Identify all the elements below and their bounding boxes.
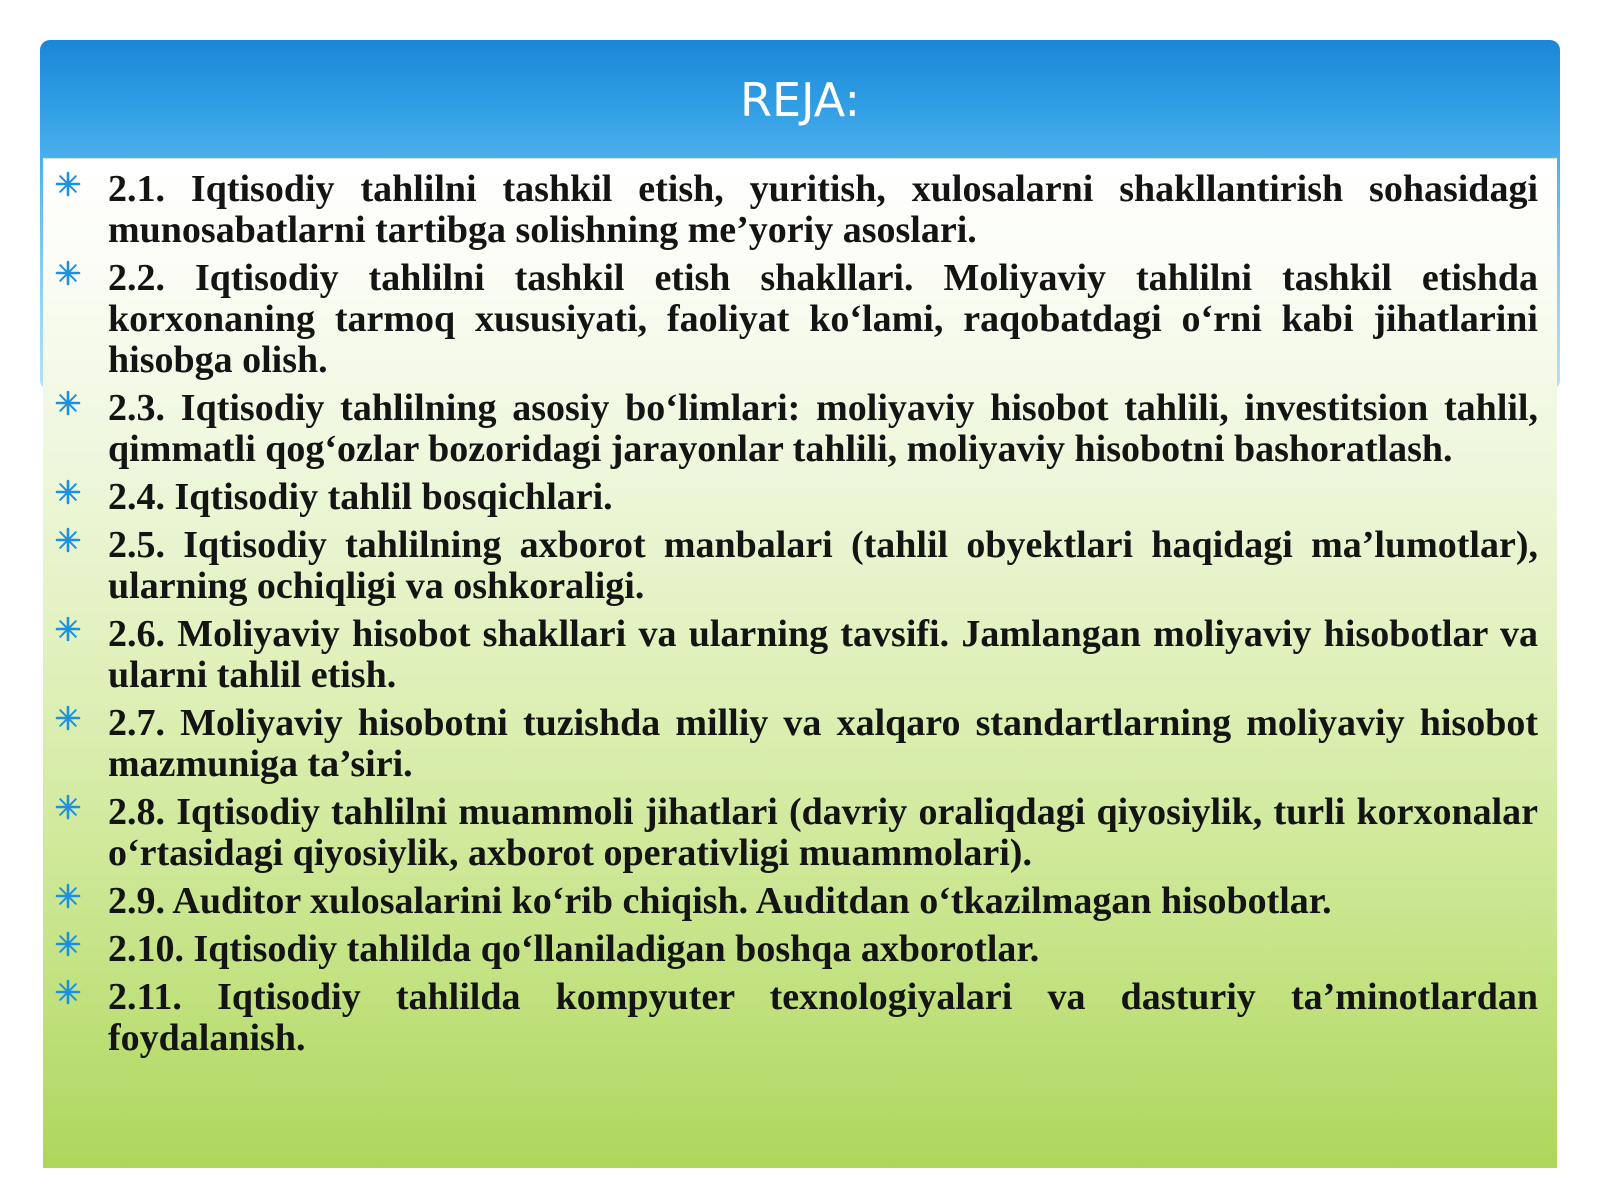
- asterisk-icon: [53, 614, 83, 644]
- plan-item: [43, 792, 1557, 874]
- asterisk-icon: [53, 792, 83, 822]
- plan-item-text: 2.5. Iqtisodiy tahlilning axborot manbalari (tahlil obyektlari haqidagi ma’lumotlar), ularning ochiqligi va oshkoraligi.: [108, 524, 1538, 607]
- plan-item-text: 2.4. Iqtisodiy tahlil bosqichlari.: [108, 476, 613, 518]
- plan-item-text: 2.7. Moliyaviy hisobotni tuzishda milliy va xalqaro standartlarning moliyaviy hisobot mazmuniga ta’siri.: [108, 702, 1538, 785]
- plan-item: [43, 614, 1557, 696]
- content-box: [43, 158, 1557, 1168]
- plan-item: [43, 169, 1557, 251]
- plan-item: [43, 388, 1557, 470]
- plan-item-text: 2.6. Moliyaviy hisobot shakllari va ularning tavsifi. Jamlangan moliyaviy hisobotlar va ularni tahlil etish.: [108, 613, 1538, 696]
- plan-item-text: 2.1. Iqtisodiy tahlilni tashkil etish, yuritish, xulosalarni shakllantirish sohasidagi munosabatlarni tartibga solishning me’yoriy asoslari.: [108, 168, 1538, 251]
- asterisk-icon: [53, 258, 83, 288]
- plan-item: [43, 881, 1557, 922]
- asterisk-icon: [53, 388, 83, 418]
- slide-title: REJA:: [740, 73, 860, 127]
- asterisk-icon: [53, 169, 83, 199]
- plan-item-text: 2.8. Iqtisodiy tahlilni muammoli jihatlari (davriy oraliqdagi qiyosiylik, turli korxonalar o‘rtasidagi qiyosiylik, axborot operativligi muammolari).: [108, 791, 1538, 874]
- plan-item-text: 2.11. Iqtisodiy tahlilda kompyuter texnologiyalari va dasturiy ta’minotlardan foydalanish.: [108, 976, 1538, 1059]
- plan-item-text: 2.10. Iqtisodiy tahlilda qo‘llaniladigan boshqa axborotlar.: [108, 928, 1040, 970]
- asterisk-icon: [53, 703, 83, 733]
- plan-item: [43, 477, 1557, 518]
- plan-item-text: 2.2. Iqtisodiy tahlilni tashkil etish shakllari. Moliyaviy tahlilni tashkil etishda korxonaning tarmoq xususiyati, faoliyat ko‘lami, raqobatdagi o‘rni kabi jihatlarini hisobga olish.: [108, 257, 1538, 381]
- plan-item: [43, 977, 1557, 1059]
- plan-item-text: 2.3. Iqtisodiy tahlilning asosiy bo‘limlari: moliyaviy hisobot tahlili, investitsion tahlil, qimmatli qog‘ozlar bozoridagi jarayonlar tahlili, moliyaviy hisobotni bashoratlash.: [108, 387, 1538, 470]
- asterisk-icon: [53, 477, 83, 507]
- plan-item-text: 2.9. Auditor xulosalarini ko‘rib chiqish. Auditdan o‘tkazilmagan hisobotlar.: [108, 880, 1332, 922]
- plan-item: [43, 929, 1557, 970]
- asterisk-icon: [53, 525, 83, 555]
- asterisk-icon: [53, 977, 83, 1007]
- asterisk-icon: [53, 929, 83, 959]
- asterisk-icon: [53, 881, 83, 911]
- plan-item: [43, 258, 1557, 381]
- plan-item: [43, 703, 1557, 785]
- plan-item: [43, 525, 1557, 607]
- plan-list: [43, 169, 1557, 1066]
